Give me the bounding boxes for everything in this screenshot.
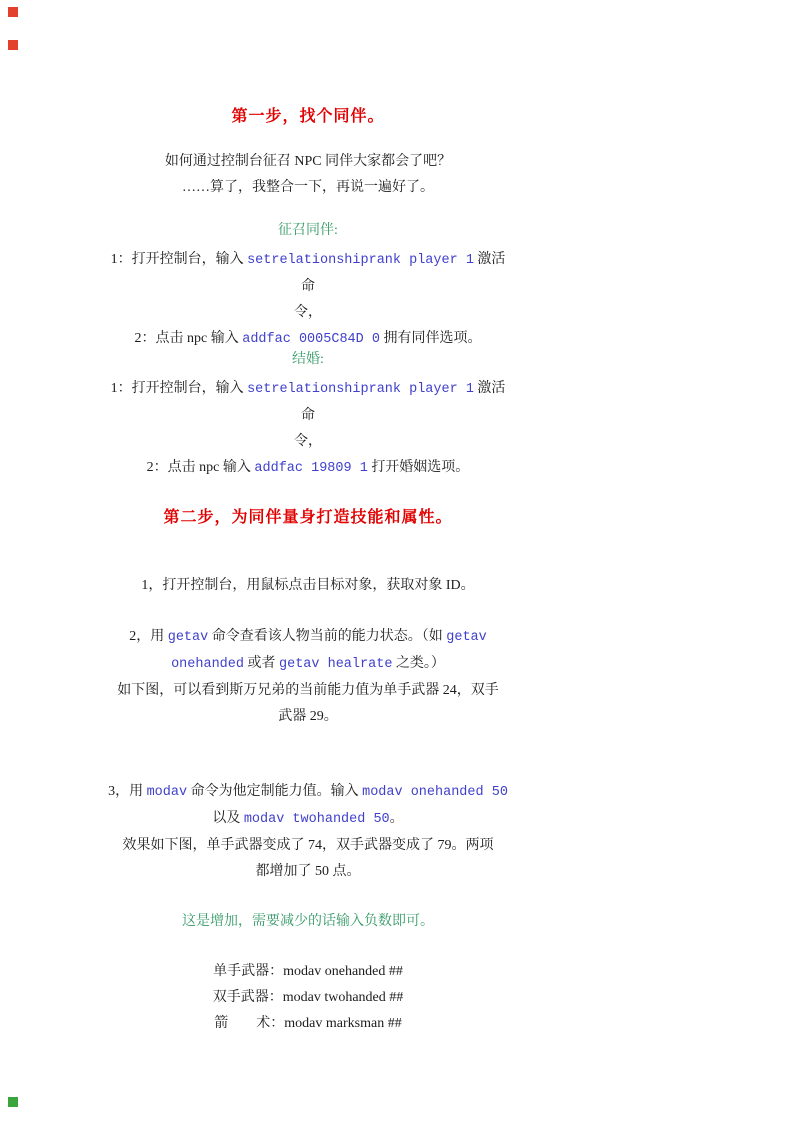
modav-line2 [108,806,508,833]
summon-steps [108,247,508,353]
broken-image-placeholder-icon [8,7,18,17]
console-command: addfac 0005C84D 0 [242,332,380,347]
step-text: 2：点击 npc 输入 [146,460,255,475]
intro-line: ……算了，我整合一下，再说一遍好了。 [182,180,434,195]
modav-paragraph [108,779,508,885]
broken-image-placeholder-icon [8,1097,18,1107]
increase-note: 这是增加，需要减少的话输入负数即可。 [182,914,434,929]
step-text: 激活命 [301,381,506,423]
modav-line3: 效果如下图，单手武器变成了 74，双手武器变成了 79。两项 [122,838,494,853]
marriage-steps [108,376,508,482]
console-command: modav onehanded 50 [362,785,508,800]
summon-label: 征召同伴: [278,223,338,238]
step-text: 2，用 [129,629,168,644]
console-command: onehanded [171,657,244,672]
step-text: 或者 [244,656,279,671]
console-command: setrelationshiprank player 1 [247,253,474,268]
command-list [108,959,508,1037]
summon-step1-line1 [108,247,508,300]
command-onehanded: 单手武器：modav onehanded ## [213,964,403,979]
console-command: modav twohanded 50 [243,812,390,827]
step-text: 命令查看该人物当前的能力状态。（如 [208,629,447,644]
getav-paragraph [108,624,508,730]
console-command: setrelationshiprank player 1 [247,382,474,397]
step2-p1: 1，打开控制台，用鼠标点击目标对象，获取对象 ID。 [141,578,475,593]
step-text: 。 [389,811,404,826]
summon-step1-line2: 令， [294,305,322,320]
step-text: 激活命 [301,252,506,294]
step-text: 以及 [212,811,244,826]
getav-line2 [108,651,508,678]
getav-line1 [108,624,508,651]
console-command: addfac 19809 1 [254,461,368,476]
step-text: 打开婚姻选项。 [367,460,470,475]
step-text: 之类。） [392,656,445,671]
step-text: 1：打开控制台，输入 [110,252,248,267]
getav-line3: 如下图，可以看到斯万兄弟的当前能力值为单手武器 24，双手 [117,683,499,698]
step1-heading: 第一步，找个同伴。 [231,108,385,125]
console-command: getav [167,630,209,645]
step-text: 1：打开控制台，输入 [110,381,248,396]
step-text: 命令为他定制能力值。输入 [187,784,363,799]
intro-line: 如何通过控制台征召 NPC 同伴大家都会了吧？ [164,154,452,169]
marriage-step1-line1 [108,376,508,429]
step2-heading: 第二步，为同伴量身打造技能和属性。 [163,509,453,526]
marriage-label: 结婚: [292,352,324,367]
step-text: 3，用 [108,784,147,799]
broken-image-placeholder-icon [8,40,18,50]
intro-paragraph [108,149,508,201]
marriage-step2-line [108,455,508,482]
getav-line4: 武器 29。 [278,709,338,724]
console-command: getav healrate [279,657,393,672]
step-text: 2：点击 npc 输入 [134,331,243,346]
console-command: modav [146,785,188,800]
step-text: 拥有同伴选项。 [379,331,482,346]
marriage-step1-line2: 令， [294,434,322,449]
modav-line1 [108,779,508,806]
command-marksman: 箭 术：modav marksman ## [214,1016,402,1031]
command-twohanded: 双手武器：modav twohanded ## [212,990,404,1005]
modav-line4: 都增加了 50 点。 [255,864,361,879]
console-command: getav [446,630,487,645]
